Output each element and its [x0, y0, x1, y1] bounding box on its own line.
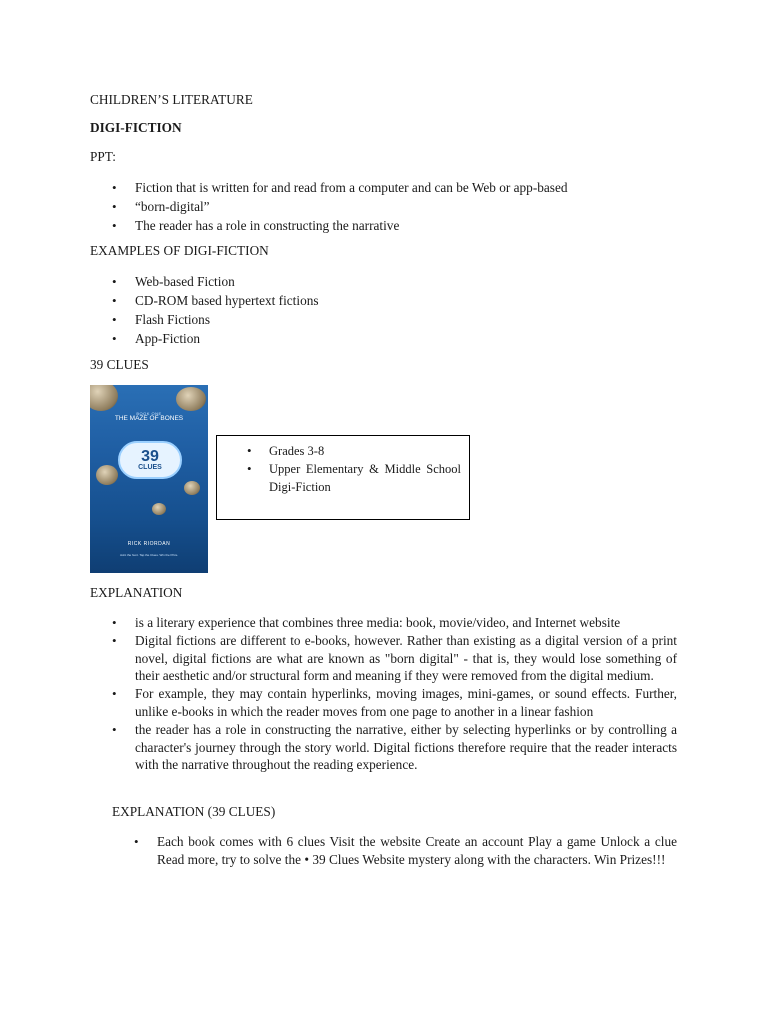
list-item: • For example, they may contain hyperlinks, moving images, mini-games, or sound effects. Further, unlike e-books in which the reader moves from one page to another in a linear fashion: [90, 685, 677, 721]
list-item: • Web-based Fiction: [90, 272, 710, 291]
book-cover-image: [90, 385, 208, 573]
clues-info-list: [217, 442, 469, 496]
list-item: • Upper Elementary & Middle School Digi-Fiction: [217, 460, 469, 496]
skull-graphic: [176, 387, 206, 411]
clues-heading: 39 CLUES: [90, 357, 149, 372]
skull-graphic: [90, 385, 118, 411]
list-item: • is a literary experience that combines three media: book, movie/video, and Internet website: [90, 614, 677, 632]
cover-author: RICK RIORDAN: [127, 541, 171, 547]
explanation2-list: [112, 833, 677, 869]
list-item: • Flash Fictions: [90, 310, 710, 329]
39-clues-logo: [118, 441, 182, 479]
list-item: • Grades 3-8: [217, 442, 469, 460]
list-item: • CD-ROM based hypertext fictions: [90, 291, 710, 310]
examples-list: [90, 272, 710, 348]
cover-tagline: Joint the hunt. Tap the Clues. Win the Prize.: [119, 553, 179, 557]
list-item: • Fiction that is written for and read from a computer and can be Web or app-based: [90, 178, 710, 197]
skull-graphic: [96, 465, 118, 485]
skull-graphic: [152, 503, 166, 515]
cover-subtitle: THE MAZE OF BONES: [114, 415, 184, 422]
list-item: • The reader has a role in constructing the narrative: [90, 216, 710, 235]
logo-word: CLUES: [138, 463, 162, 471]
logo-number: 39: [141, 447, 159, 465]
explanation2-heading: EXPLANATION (39 CLUES): [112, 804, 276, 819]
list-item: • App-Fiction: [90, 329, 710, 348]
ppt-list: [90, 178, 710, 235]
clues-info-box: [216, 435, 470, 520]
cover-series: BOOK ONE: [136, 411, 162, 416]
course-title: CHILDREN’S LITERATURE: [90, 92, 253, 107]
explanation-list: [90, 614, 677, 774]
list-item: • Digital fictions are different to e-books, however. Rather than existing as a digital version of a print novel, digital fictions are what are known as "born digital" - that is, they would lose something of their aesthetic and/or structural form and meaning if they were removed from the digital medium.: [90, 632, 677, 685]
skull-graphic: [184, 481, 200, 495]
ppt-label: PPT:: [90, 149, 116, 164]
list-item: • the reader has a role in constructing the narrative, either by selecting hyperlinks or by controlling a character's journey through the story world. Digital fictions therefore require that the reader interacts with the narrative throughout the reading experience.: [90, 721, 677, 774]
list-item: • “born-digital”: [90, 197, 710, 216]
list-item: • Each book comes with 6 clues Visit the website Create an account Play a game Unlock a clue Read more, try to solve the • 39 Clues Website mystery along with the characters. Win Prizes!!!: [112, 833, 677, 869]
topic-title: DIGI-FICTION: [90, 120, 182, 135]
examples-heading: EXAMPLES OF DIGI-FICTION: [90, 243, 269, 258]
explanation-heading: EXPLANATION: [90, 585, 183, 600]
